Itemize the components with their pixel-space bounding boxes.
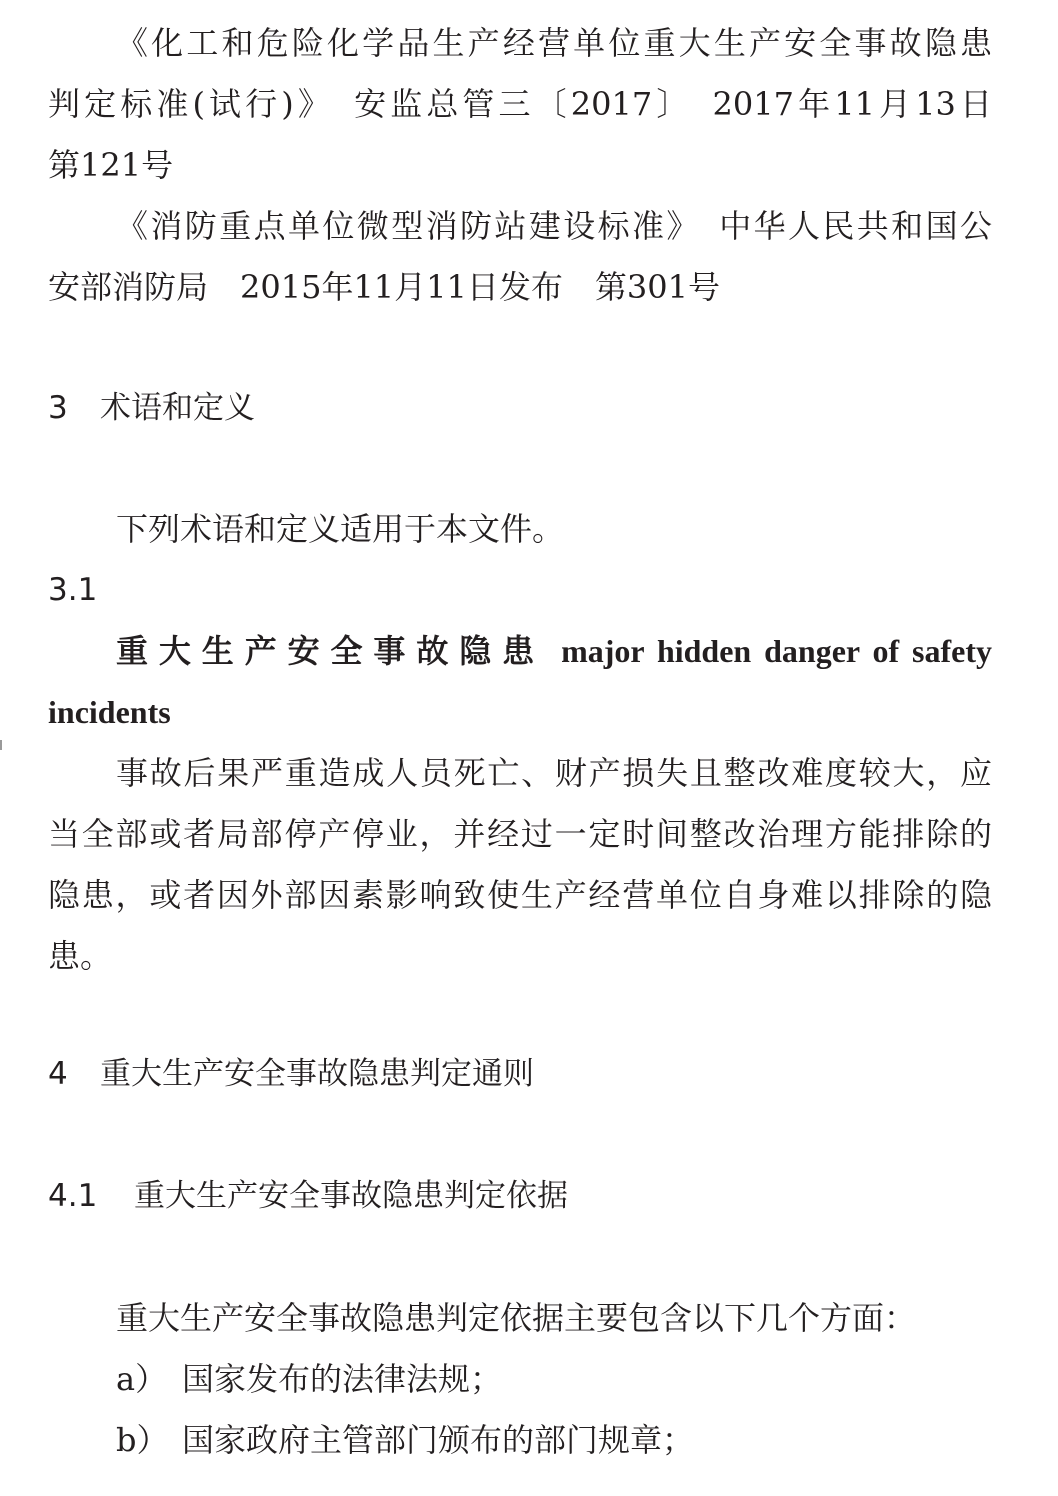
section-4-heading [48,1053,992,1095]
reference-1-line-3: 第121号 [48,146,174,184]
section-3-number: 3 [48,390,68,426]
section-3-heading [48,387,992,429]
reference-2-line-1: 《消防重点单位微型消防站建设标准》 中华人民共和国公 [116,207,992,245]
list-item-marker: a） [116,1360,168,1398]
definition-line-1: 事故后果严重造成人员死亡、财产损失且整改难度较大，应 [116,754,992,792]
term-english-continued: incidents [48,694,171,730]
reference-1-line-2: 判定标准(试行)》 安监总管三〔2017〕 2017年11月13日 [48,85,992,123]
term-chinese: 重大生产安全事故隐患 [116,632,546,670]
section-4-number: 4 [48,1056,68,1092]
list-item [116,1358,992,1400]
term-english: major hidden danger of safety [561,633,992,669]
reference-2-line-2: 安部消防局 2015年11月11日发布 第301号 [48,268,720,306]
list-item-marker: b） [116,1421,169,1459]
margin-mark [0,740,2,750]
definition-line-2: 当全部或者局部停产停业，并经过一定时间整改治理方能排除的 [48,815,992,853]
list-item [116,1419,992,1461]
section-3-title: 术语和定义 [100,390,255,426]
section-4-1-title: 重大生产安全事故隐患判定依据 [134,1178,568,1214]
list-item-text: 国家发布的法律法规； [182,1360,503,1398]
section-4-1-heading [48,1175,992,1217]
section-4-title: 重大生产安全事故隐患判定通则 [100,1056,534,1092]
term-heading [116,630,992,672]
list-item-text: 国家政府主管部门颁布的部门规章； [182,1421,695,1459]
section-4-1-number: 4.1 [48,1178,98,1214]
section-3-1-number: 3.1 [48,572,98,608]
reference-1-line-1: 《化工和危险化学品生产经营单位重大生产安全事故隐患 [116,24,992,62]
definition-line-3: 隐患，或者因外部因素影响致使生产经营单位自身难以排除的隐 [48,876,992,914]
section-4-1-intro: 重大生产安全事故隐患判定依据主要包含以下几个方面： [116,1299,917,1337]
definition-line-4: 患。 [48,937,113,975]
section-3-intro: 下列术语和定义适用于本文件。 [116,510,565,548]
